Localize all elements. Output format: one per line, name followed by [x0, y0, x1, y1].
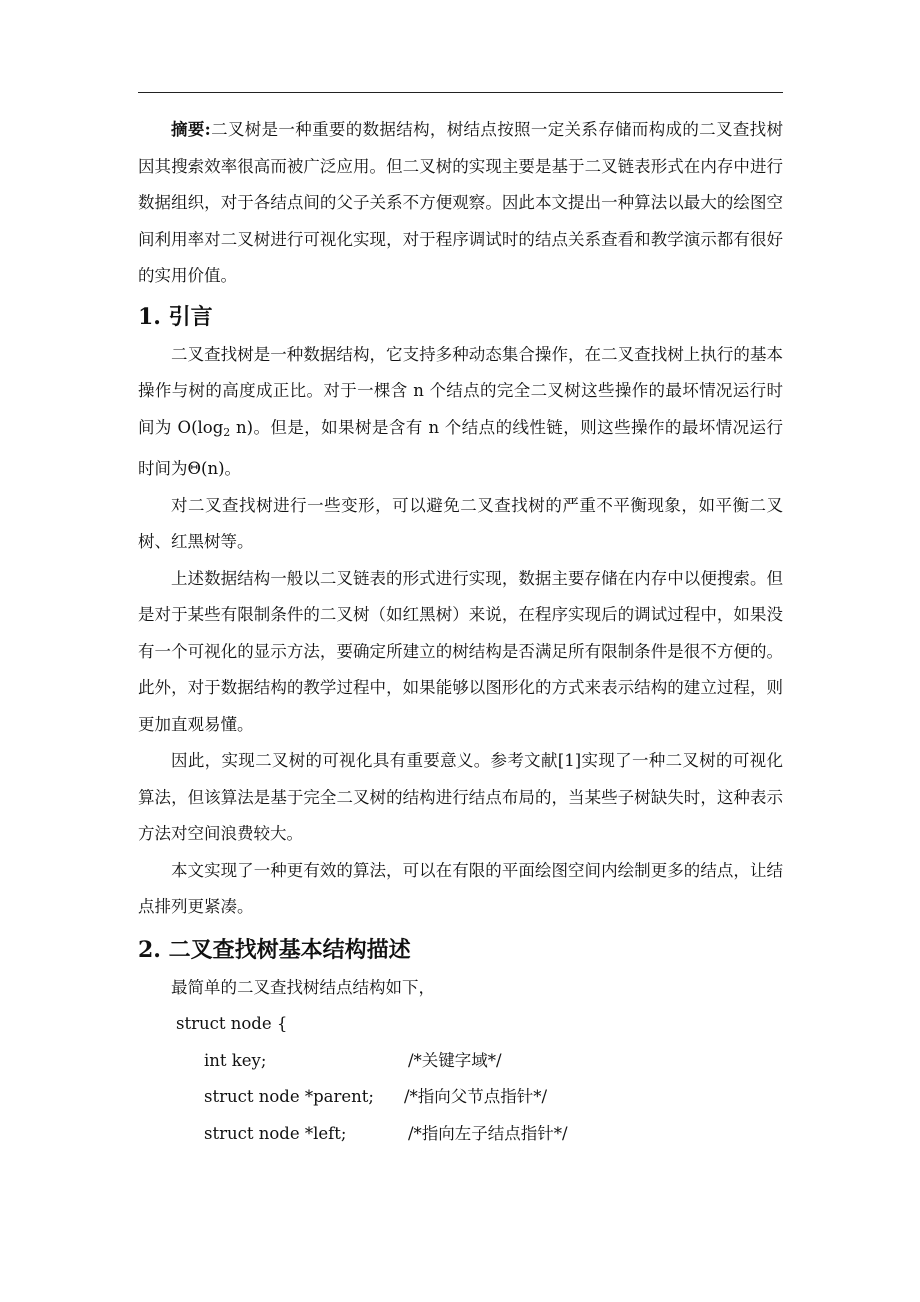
code-comment: /*指向左子结点指针*/ — [408, 1123, 568, 1143]
header-rule — [138, 92, 783, 93]
abstract-text: 二叉树是一种重要的数据结构，树结点按照一定关系存储而构成的二叉查找树因其搜索效率很高而被广泛应用。但二叉树的实现主要是基于二叉链表形式在内存中进行数据组织，对于各结点间的父子关系不方便观察。因此本文提出一种算法以最大的绘图空间利用率对二叉树进行可视化实现，对于程序调试时的结点关系查看和教学演示都有很好的实用价值。 — [138, 120, 784, 285]
paper-body — [138, 112, 783, 1152]
intro-paragraph-5: 本文实现了一种更有效的算法，可以在有限的平面绘图空间内绘制更多的结点，让结点排列更紧凑。 — [138, 860, 783, 916]
section-1-heading: 1. 引言 — [138, 303, 213, 330]
code-line — [138, 1079, 783, 1116]
code-text: struct node *left; — [204, 1123, 347, 1143]
code-line — [138, 1006, 783, 1043]
abstract-paragraph — [138, 112, 783, 295]
code-line — [138, 1116, 783, 1153]
intro-p1-text-b: n)。但是，如果树是含有 n 个结点的线性链，则这些操作的最坏情况运行时间为Θ(n)。 — [138, 417, 783, 478]
code-text: struct node { — [176, 1014, 288, 1033]
code-comment: /*关键字域*/ — [408, 1050, 502, 1070]
code-text: int key; — [204, 1050, 267, 1070]
log-subscript: 2 — [223, 425, 231, 439]
section-2-heading: 2. 二叉查找树基本结构描述 — [138, 936, 411, 963]
abstract-label: 摘要: — [171, 120, 211, 139]
code-line — [138, 1043, 783, 1080]
code-comment: /*指向父节点指针*/ — [404, 1087, 548, 1106]
structure-intro: 最简单的二叉查找树结点结构如下， — [171, 977, 435, 997]
code-text: struct node *parent; — [204, 1087, 374, 1106]
intro-paragraph-4: 因此，实现二叉树的可视化具有重要意义。参考文献[1]实现了一种二叉树的可视化算法，但该算法是基于完全二叉树的结构进行结点布局的，当某些子树缺失时，这种表示方法对空间浪费较大。 — [138, 751, 783, 843]
intro-paragraph-3: 上述数据结构一般以二叉链表的形式进行实现，数据主要存储在内存中以便搜索。但是对于某些有限制条件的二叉树（如红黑树）来说，在程序实现后的调试过程中，如果没有一个可视化的显示方法，要确定所建立的树结构是否满足所有限制条件是很不方便的。此外，对于数据结构的教学过程中，如果能够以图形化的方式来表示结构的建立过程，则更加直观易懂。 — [138, 568, 783, 734]
intro-p1-text-a: 二叉查找树是一种数据结构，它支持多种动态集合操作，在二叉查找树上执行的基本操作与树的高度成正比。对于一棵含 n 个结点的完全二叉树这些操作的最坏情况运行时间为 O(log — [138, 344, 783, 437]
code-block — [138, 1006, 783, 1152]
intro-paragraph-2: 对二叉查找树进行一些变形，可以避免二叉查找树的严重不平衡现象，如平衡二叉树、红黑树等。 — [138, 495, 783, 551]
intro-paragraph-1 — [138, 337, 783, 488]
